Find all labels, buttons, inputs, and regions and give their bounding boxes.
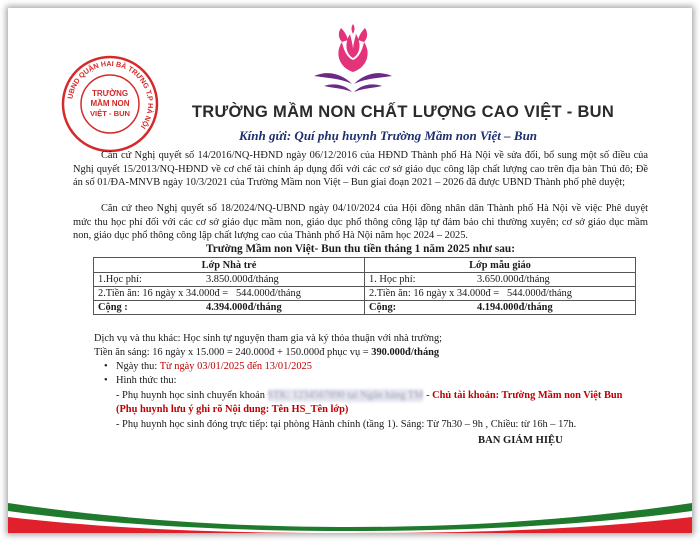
breakfast-total: 390.000đ/tháng xyxy=(371,347,440,358)
redacted-account: STK: 1234567890 tại Ngân hàng TM xyxy=(267,390,424,401)
notice-page xyxy=(8,8,692,533)
row-label: 2.Tiền ăn: 16 ngày x 34.000đ = xyxy=(98,288,229,299)
breakfast-line xyxy=(94,346,439,359)
bullet-icon: • xyxy=(104,375,108,386)
fee-table xyxy=(93,257,636,315)
total-value: 4.394.000đ/tháng xyxy=(206,302,282,313)
table-cell xyxy=(94,287,365,301)
seal-line-3: VIỆT - BUN xyxy=(89,109,131,118)
school-seal xyxy=(60,54,160,154)
row-value: 544.000đ/tháng xyxy=(506,288,572,299)
rose-logo-icon xyxy=(308,24,398,98)
header-kindergarten: Lớp mẫu giáo xyxy=(365,258,636,273)
bottom-wave-decoration xyxy=(8,493,692,533)
payment-method-line xyxy=(104,374,176,387)
table-row xyxy=(94,287,636,301)
table-cell xyxy=(94,273,365,287)
school-name: TRƯỜNG MẦM NON CHẤT LƯỢNG CAO VIỆT - BUN xyxy=(191,103,615,121)
signature: BAN GIÁM HIỆU xyxy=(478,435,563,446)
bullet-icon: • xyxy=(104,361,108,372)
row-value: 544.000đ/tháng xyxy=(235,288,301,299)
breakfast-text: Tiền ăn sáng: 16 ngày x 15.000 = 240.000đ + 150.000đ phục vụ = xyxy=(94,347,369,358)
header-nursery: Lớp Nhà trẻ xyxy=(94,258,365,273)
transfer-line xyxy=(116,389,622,402)
transfer-note: (Phụ huynh lưu ý ghi rõ Nội dung: Tên HS_Tên lớp) xyxy=(116,404,349,415)
total-label: Cộng: xyxy=(369,302,397,313)
payment-method-label: Hình thức thu: xyxy=(116,375,177,386)
collection-dates: Từ ngày 03/01/2025 đến 13/01/2025 xyxy=(159,361,312,372)
row-label: 2.Tiền ăn: 16 ngày x 34.000đ = xyxy=(369,288,500,299)
table-cell xyxy=(94,301,365,315)
row-value: 3.850.000đ/tháng xyxy=(206,274,279,285)
row-label: 1.Học phí: xyxy=(98,274,142,285)
table-header-row xyxy=(94,258,636,273)
services-line: Dịch vụ và thu khác: Học sinh tự nguyện tham gia và ký thỏa thuận với nhà trường; xyxy=(94,333,443,344)
collection-label: Ngày thu: xyxy=(116,361,158,372)
row-label: 1. Học phí: xyxy=(369,274,416,285)
account-holder: - Chủ tài khoản: Trường Mầm non Việt Bun xyxy=(426,390,623,401)
seal-ring-text: UBND QUẬN HAI BÀ TRƯNG T.P HÀ NỘI xyxy=(65,58,156,131)
table-cell xyxy=(365,273,636,287)
seal-line-2: MẦM NON xyxy=(90,99,130,108)
row-value: 3.650.000đ/tháng xyxy=(477,274,550,285)
table-total-row xyxy=(94,301,636,315)
fee-table-title: Trường Mầm non Việt- Bun thu tiền tháng 1 năm 2025 như sau: xyxy=(206,243,515,255)
table-cell xyxy=(365,287,636,301)
collection-date-line xyxy=(104,360,312,373)
table-row xyxy=(94,273,636,287)
direct-payment-line: - Phụ huynh học sinh đóng trực tiếp: tại phòng Hành chính (tầng 1). Sáng: Từ 7h30 – 9h , Chiều: từ 16h – 17h. xyxy=(116,419,577,430)
paragraph-1: Căn cứ Nghị quyết số 14/2016/NQ-HĐND ngày 06/12/2016 của HĐND Thành phố Hà Nội về sửa đổi, bổ sung một số điều của Nghị quyết 15/2013/NQ-HĐND về cơ chế tài chính áp dụng đối với các cơ sở giáo dục công lập chất lượng cao trên địa bàn Thủ đô; Đề án số 01/ĐA-MNVB ngày 10/3/2021 của Trường Mầm non Việt – Bun giai đoạn 2021 – 2026 đã được UBND Thành phố phê duyệt; xyxy=(73,150,648,189)
greeting: Kính gửi: Quí phụ huynh Trường Mầm non Việt – Bun xyxy=(238,128,538,143)
total-label: Cộng : xyxy=(98,302,128,313)
transfer-text: - Phụ huynh học sinh chuyển khoản xyxy=(116,390,265,401)
seal-line-1: TRƯỜNG xyxy=(91,89,129,98)
paragraph-2: Căn cứ theo Nghị quyết số 18/2024/NQ-UBND ngày 04/10/2024 của Hội đồng nhân dân Thành phố Hà Nội về việc Phê duyệt mức thu học phí đối với các cơ sở giáo dục mầm non, giáo dục phổ thông công lập tự đảm bảo chi thường xuyên; cơ sở giáo dục mầm non, giáo dục phổ thông công lập chất lượng cao của Thành phố Hà Nội năm học 2024 – 2025. xyxy=(73,203,648,242)
table-cell xyxy=(365,301,636,315)
total-value: 4.194.000đ/tháng xyxy=(477,302,553,313)
